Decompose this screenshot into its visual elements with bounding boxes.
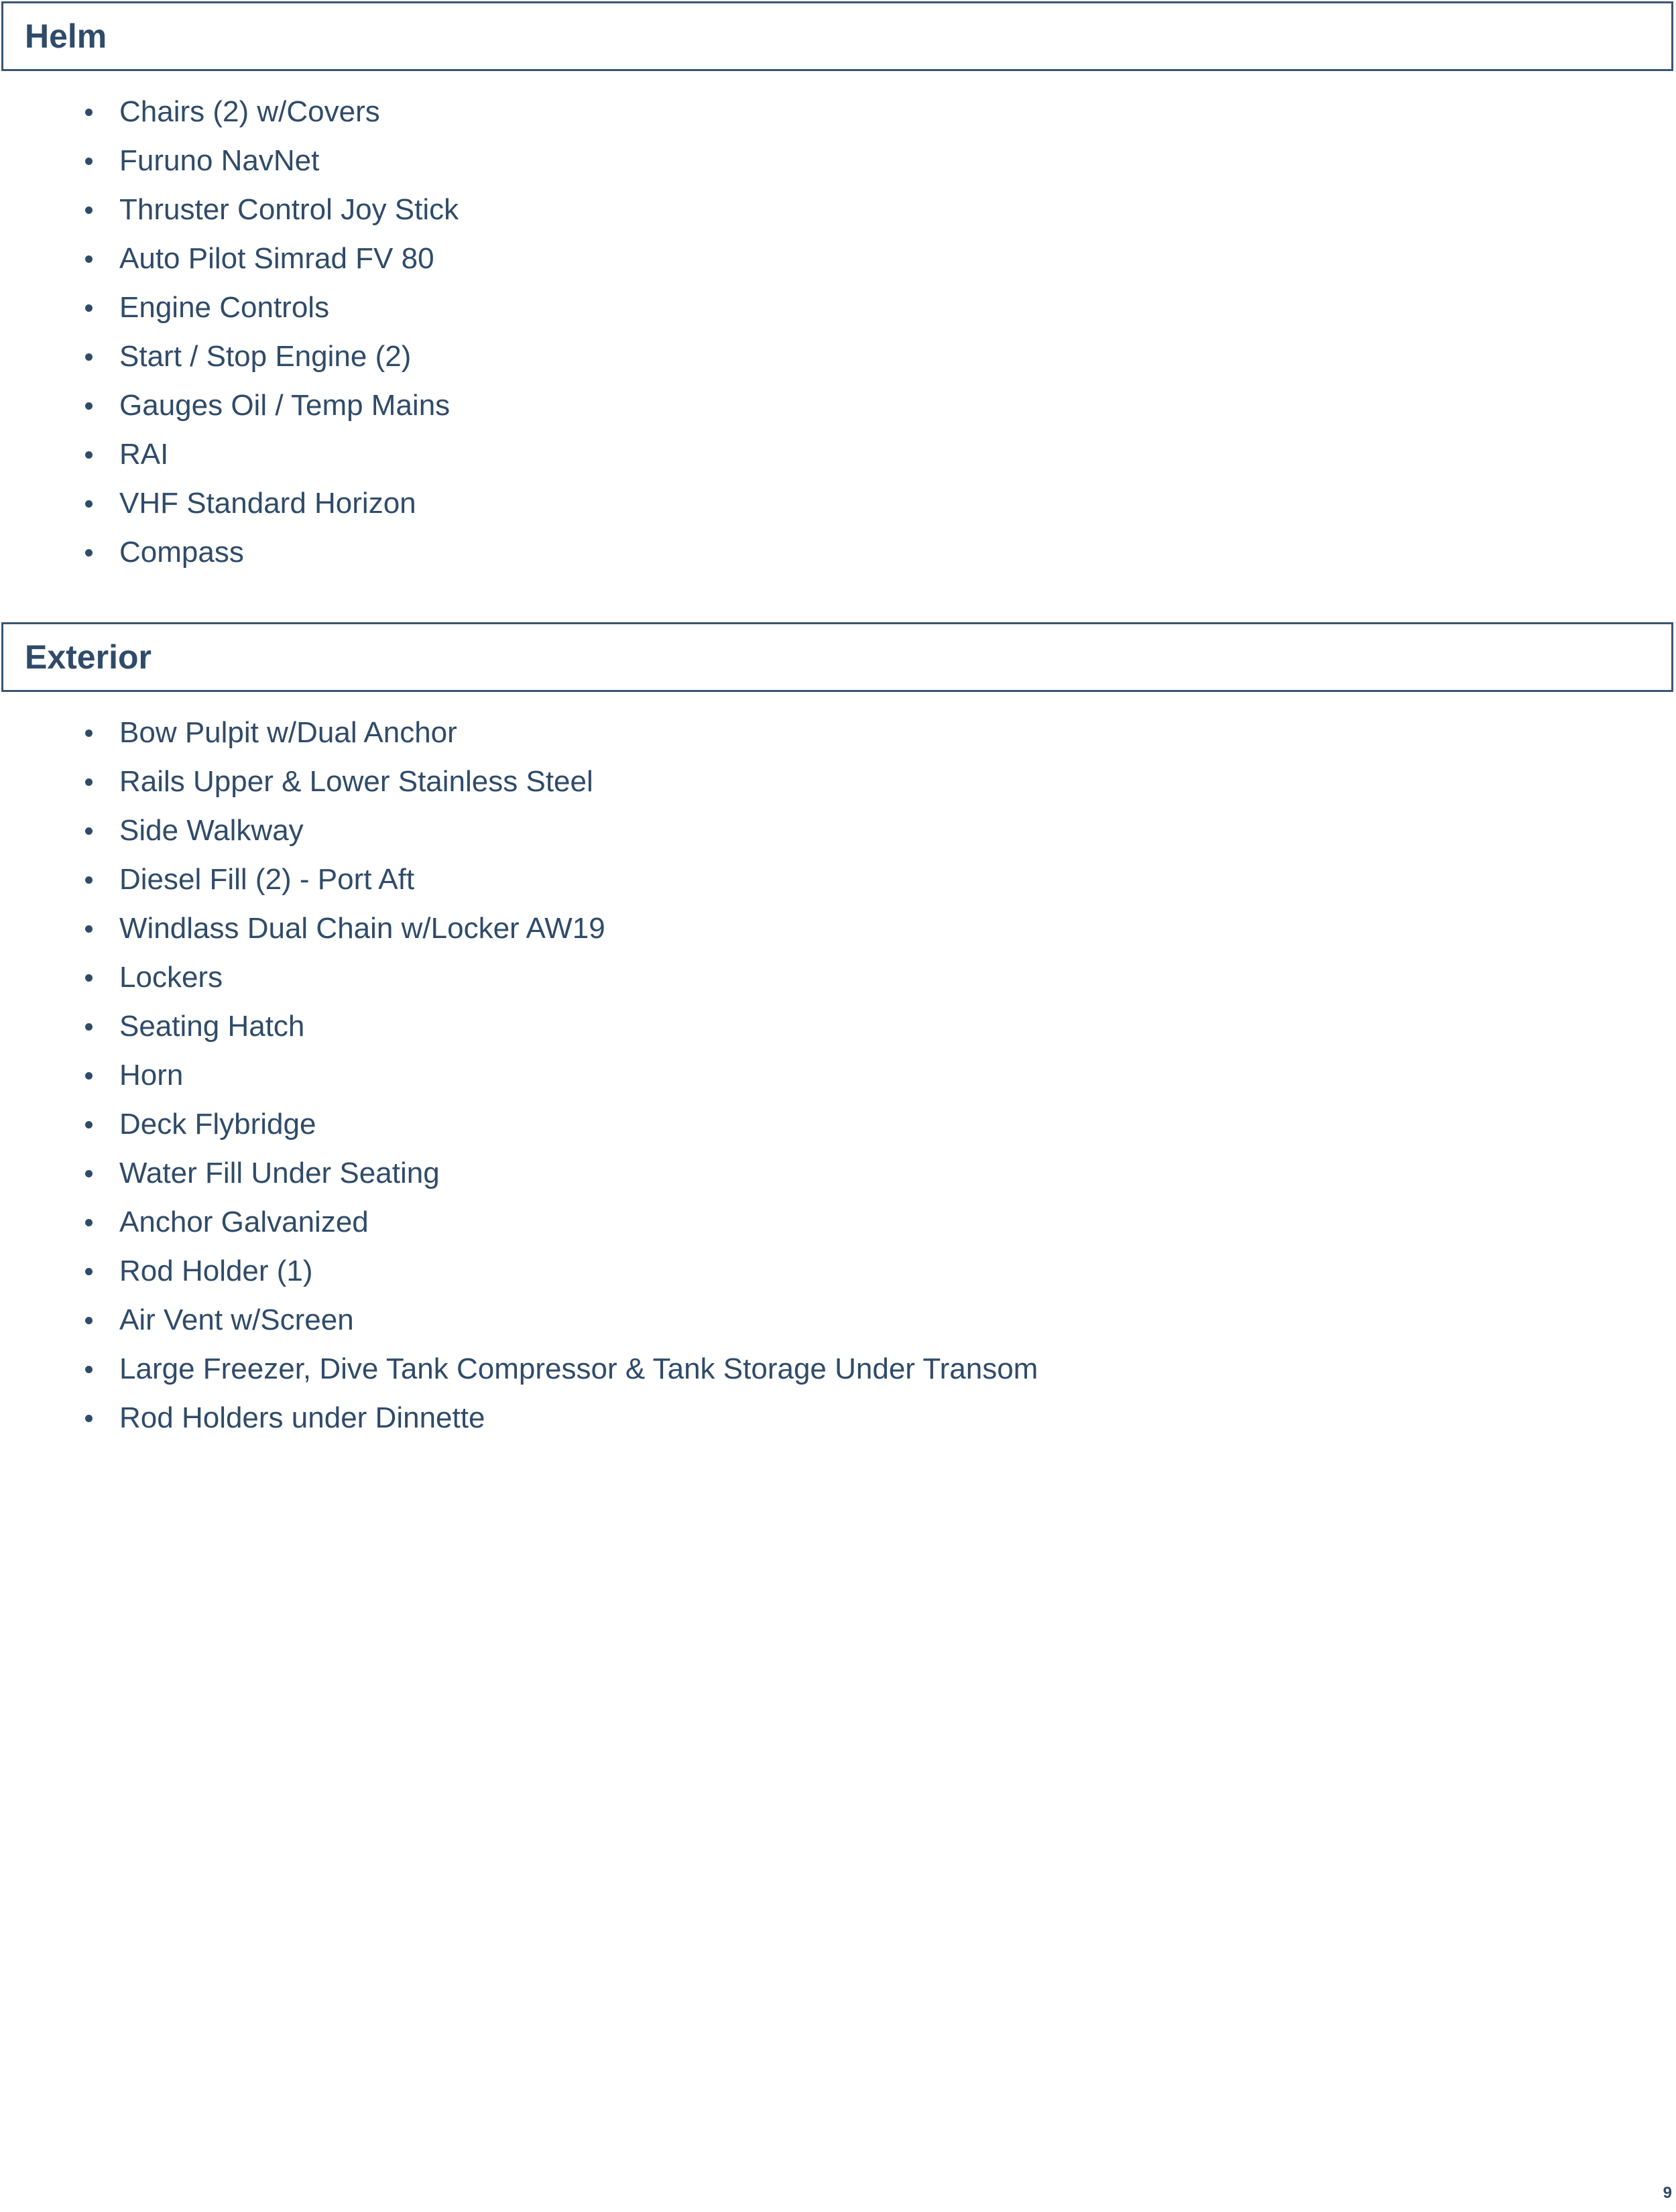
- bullet-icon: [85, 778, 93, 786]
- list-item: [0, 528, 459, 577]
- bullet-icon: [85, 1268, 93, 1275]
- list-item-label: Rod Holders under Dinnette: [119, 1401, 485, 1434]
- list-item: [0, 708, 1038, 757]
- list-item-label: Engine Controls: [119, 291, 330, 324]
- list-item-label: Large Freezer, Dive Tank Compressor & Tank Storage Under Transom: [119, 1352, 1038, 1385]
- list-item-label: Diesel Fill (2) - Port Aft: [119, 863, 415, 896]
- list-item-label: Auto Pilot Simrad FV 80: [119, 242, 434, 275]
- bullet-icon: [85, 353, 93, 361]
- bullet-icon: [85, 1023, 93, 1031]
- bullet-icon: [85, 974, 93, 982]
- list-item: [0, 1198, 1038, 1246]
- list-item-label: Rails Upper & Lower Stainless Steel: [119, 765, 593, 798]
- bullet-icon: [85, 1170, 93, 1177]
- list-item: [0, 1295, 1038, 1344]
- list-item: [0, 234, 459, 283]
- list-item: [0, 332, 459, 381]
- list-item-label: Windlass Dual Chain w/Locker AW19: [119, 912, 605, 945]
- bullet-icon: [85, 451, 93, 459]
- bullet-icon: [85, 730, 93, 737]
- list-item-label: Start / Stop Engine (2): [119, 340, 412, 373]
- bullet-icon: [85, 304, 93, 312]
- list-item-label: Side Walkway: [119, 814, 304, 847]
- list-item-label: Water Fill Under Seating: [119, 1157, 440, 1189]
- list-item: [0, 1002, 1038, 1051]
- list-item: [0, 1344, 1038, 1393]
- list-item-label: Horn: [119, 1059, 184, 1092]
- list-item-label: Lockers: [119, 961, 223, 994]
- list-item: [0, 1149, 1038, 1198]
- list-item: [0, 904, 1038, 953]
- list-item: [0, 806, 1038, 855]
- list-item-label: Gauges Oil / Temp Mains: [119, 389, 451, 422]
- list-item: [0, 1100, 1038, 1149]
- bullet-icon: [85, 925, 93, 933]
- list-item-label: Bow Pulpit w/Dual Anchor: [119, 716, 457, 749]
- list-item: [0, 757, 1038, 806]
- bullet-icon: [85, 402, 93, 410]
- exterior-item-list: [0, 708, 1038, 1442]
- bullet-icon: [85, 1072, 93, 1080]
- bullet-icon: [85, 827, 93, 835]
- list-item: [0, 283, 459, 332]
- list-item-label: Anchor Galvanized: [119, 1206, 369, 1238]
- list-item-label: Furuno NavNet: [119, 144, 320, 177]
- bullet-icon: [85, 255, 93, 263]
- bullet-icon: [85, 1415, 93, 1422]
- helm-item-list: [0, 87, 459, 577]
- bullet-icon: [85, 109, 93, 116]
- bullet-icon: [85, 158, 93, 165]
- list-item: [0, 1246, 1038, 1295]
- list-item: [0, 430, 459, 479]
- bullet-icon: [85, 1219, 93, 1226]
- list-item: [0, 1393, 1038, 1442]
- list-item: [0, 381, 459, 430]
- list-item-label: Compass: [119, 536, 244, 569]
- list-item-label: Chairs (2) w/Covers: [119, 95, 380, 128]
- bullet-icon: [85, 1317, 93, 1324]
- list-item: [0, 953, 1038, 1002]
- list-item-label: Rod Holder (1): [119, 1255, 313, 1287]
- list-item: [0, 185, 459, 234]
- section-title: Helm: [25, 17, 107, 55]
- bullet-icon: [85, 1121, 93, 1128]
- list-item: [0, 855, 1038, 904]
- bullet-icon: [85, 207, 93, 214]
- list-item: [0, 1051, 1038, 1100]
- list-item-label: Deck Flybridge: [119, 1108, 316, 1141]
- list-item-label: Air Vent w/Screen: [119, 1303, 354, 1336]
- bullet-icon: [85, 500, 93, 508]
- list-item: [0, 87, 459, 136]
- section-header-helm: [1, 1, 1673, 71]
- bullet-icon: [85, 1366, 93, 1373]
- list-item-label: RAI: [119, 438, 169, 471]
- bullet-icon: [85, 549, 93, 557]
- list-item-label: Thruster Control Joy Stick: [119, 193, 459, 226]
- page-number: 9: [1663, 2184, 1672, 2202]
- section-title: Exterior: [25, 638, 152, 676]
- list-item: [0, 136, 459, 185]
- list-item: [0, 479, 459, 528]
- list-item-label: VHF Standard Horizon: [119, 487, 416, 520]
- list-item-label: Seating Hatch: [119, 1010, 305, 1043]
- section-header-exterior: [1, 622, 1673, 692]
- bullet-icon: [85, 876, 93, 884]
